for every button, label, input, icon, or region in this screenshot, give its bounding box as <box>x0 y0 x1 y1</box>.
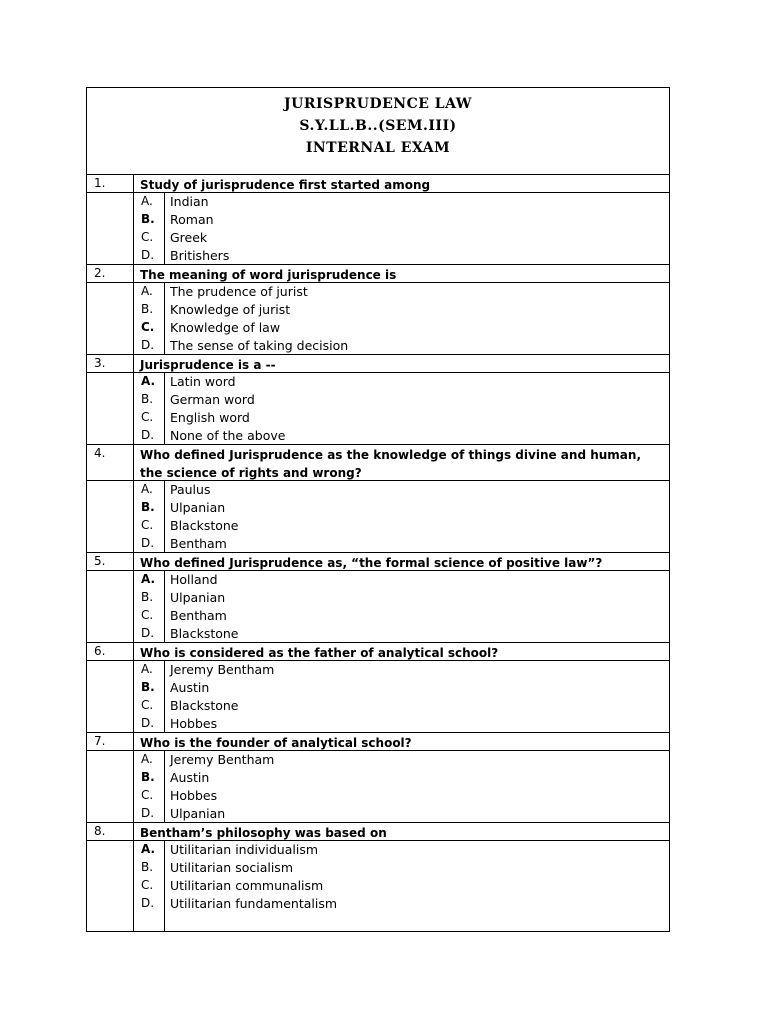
question-row <box>87 733 669 751</box>
option-letter: C. <box>141 608 154 622</box>
option-row <box>87 481 669 499</box>
option-text: Hobbes <box>170 788 218 803</box>
options-block <box>87 841 669 931</box>
option-row <box>87 625 669 643</box>
question-number: 1. <box>94 176 106 190</box>
option-row <box>87 589 669 607</box>
question-number: 6. <box>94 644 106 658</box>
option-text: Roman <box>170 212 214 227</box>
question-number: 4. <box>94 446 106 460</box>
question-row <box>87 553 669 571</box>
option-letter: D. <box>141 248 155 262</box>
option-letter: C. <box>141 410 154 424</box>
option-text: German word <box>170 392 255 407</box>
option-letter: A. <box>141 374 156 388</box>
option-row <box>87 499 669 517</box>
option-text: Ulpanian <box>170 590 226 605</box>
option-letter: B. <box>141 212 155 226</box>
option-row <box>87 517 669 535</box>
exam-sheet <box>86 87 670 932</box>
question-text: The meaning of word jurisprudence is <box>140 268 397 282</box>
option-text: Britishers <box>170 248 230 263</box>
option-row <box>87 895 669 913</box>
option-text: Utilitarian socialism <box>170 860 293 875</box>
option-row <box>87 841 669 859</box>
option-row <box>87 229 669 247</box>
question-text: Who defined Jurisprudence as, “the formal science of positive law”? <box>140 556 603 570</box>
options-block <box>87 283 669 355</box>
option-text: Austin <box>170 770 210 785</box>
option-text: The sense of taking decision <box>170 338 349 353</box>
option-letter: A. <box>141 482 153 496</box>
option-row <box>87 751 669 769</box>
question-text: Study of jurisprudence first started among <box>140 178 431 192</box>
option-text: Blackstone <box>170 518 239 533</box>
question-number: 8. <box>94 824 106 838</box>
option-text: Utilitarian communalism <box>170 878 324 893</box>
option-letter: C. <box>141 878 154 892</box>
option-letter: C. <box>141 230 154 244</box>
option-text: None of the above <box>170 428 286 443</box>
option-row <box>87 373 669 391</box>
option-text: The prudence of jurist <box>170 284 308 299</box>
option-text: Jeremy Bentham <box>170 752 275 767</box>
option-text: Ulpanian <box>170 806 226 821</box>
option-row <box>87 211 669 229</box>
option-row <box>87 715 669 733</box>
option-text: Indian <box>170 194 209 209</box>
option-row <box>87 769 669 787</box>
question-number: 5. <box>94 554 106 568</box>
options-block <box>87 481 669 553</box>
question-row <box>87 643 669 661</box>
option-letter: B. <box>141 590 154 604</box>
question-row <box>87 265 669 283</box>
class-semester: S.Y.LL.B..(SEM.III) <box>299 118 457 134</box>
option-text: English word <box>170 410 250 425</box>
option-letter: B. <box>141 770 155 784</box>
option-letter: A. <box>141 572 156 586</box>
option-letter: C. <box>141 698 154 712</box>
question-table <box>87 175 669 931</box>
question-number: 3. <box>94 356 106 370</box>
question-text: Who defined Jurisprudence as the knowledge of things divine and human, the science of rights and wrong? <box>140 448 642 480</box>
option-letter: B. <box>141 392 154 406</box>
option-text: Blackstone <box>170 698 239 713</box>
option-letter: B. <box>141 500 155 514</box>
option-row <box>87 427 669 445</box>
option-text: Bentham <box>170 536 227 551</box>
option-row <box>87 247 669 265</box>
option-text: Utilitarian individualism <box>170 842 319 857</box>
question-text: Who is the founder of analytical school? <box>140 736 412 750</box>
option-text: Latin word <box>170 374 236 389</box>
option-letter: B. <box>141 680 155 694</box>
option-letter: A. <box>141 284 153 298</box>
option-letter: A. <box>141 752 153 766</box>
option-row <box>87 859 669 877</box>
option-text: Paulus <box>170 482 211 497</box>
option-row <box>87 679 669 697</box>
option-row <box>87 391 669 409</box>
option-row <box>87 283 669 301</box>
option-letter: D. <box>141 338 155 352</box>
option-letter: A. <box>141 194 153 208</box>
option-letter: D. <box>141 896 155 910</box>
options-block <box>87 373 669 445</box>
option-row <box>87 787 669 805</box>
option-letter: D. <box>141 536 155 550</box>
question-text: Bentham’s philosophy was based on <box>140 826 387 840</box>
option-letter: B. <box>141 860 154 874</box>
options-block <box>87 661 669 733</box>
question-number: 2. <box>94 266 106 280</box>
option-text: Knowledge of jurist <box>170 302 291 317</box>
option-text: Bentham <box>170 608 227 623</box>
option-row <box>87 193 669 211</box>
option-text: Utilitarian fundamentalism <box>170 896 338 911</box>
option-letter: A. <box>141 662 153 676</box>
question-row <box>87 355 669 373</box>
option-text: Blackstone <box>170 626 239 641</box>
option-text: Hobbes <box>170 716 218 731</box>
course-title: JURISPRUDENCE LAW <box>283 96 473 112</box>
option-letter: C. <box>141 518 154 532</box>
option-text: Austin <box>170 680 210 695</box>
option-row <box>87 877 669 895</box>
option-letter: D. <box>141 806 155 820</box>
question-text: Who is considered as the father of analytical school? <box>140 646 499 660</box>
option-letter: D. <box>141 428 155 442</box>
options-block <box>87 751 669 823</box>
option-row <box>87 535 669 553</box>
options-block <box>87 571 669 643</box>
option-text: Greek <box>170 230 208 245</box>
option-letter: C. <box>141 320 155 334</box>
option-row <box>87 661 669 679</box>
exam-header <box>87 88 669 175</box>
option-row <box>87 697 669 715</box>
question-row <box>87 175 669 193</box>
option-row <box>87 319 669 337</box>
option-text: Jeremy Bentham <box>170 662 275 677</box>
option-letter: D. <box>141 716 155 730</box>
option-letter: A. <box>141 842 156 856</box>
option-row <box>87 409 669 427</box>
option-text: Holland <box>170 572 218 587</box>
option-letter: B. <box>141 302 154 316</box>
exam-type: INTERNAL EXAM <box>305 140 451 156</box>
question-row <box>87 445 669 481</box>
option-letter: C. <box>141 788 154 802</box>
option-letter: D. <box>141 626 155 640</box>
question-text: Jurisprudence is a -- <box>140 358 276 372</box>
option-row <box>87 337 669 355</box>
options-block <box>87 193 669 265</box>
question-number: 7. <box>94 734 106 748</box>
option-text: Ulpanian <box>170 500 226 515</box>
option-text: Knowledge of law <box>170 320 281 335</box>
option-row <box>87 805 669 823</box>
question-row <box>87 823 669 841</box>
option-row <box>87 571 669 589</box>
option-row <box>87 301 669 319</box>
option-row <box>87 607 669 625</box>
